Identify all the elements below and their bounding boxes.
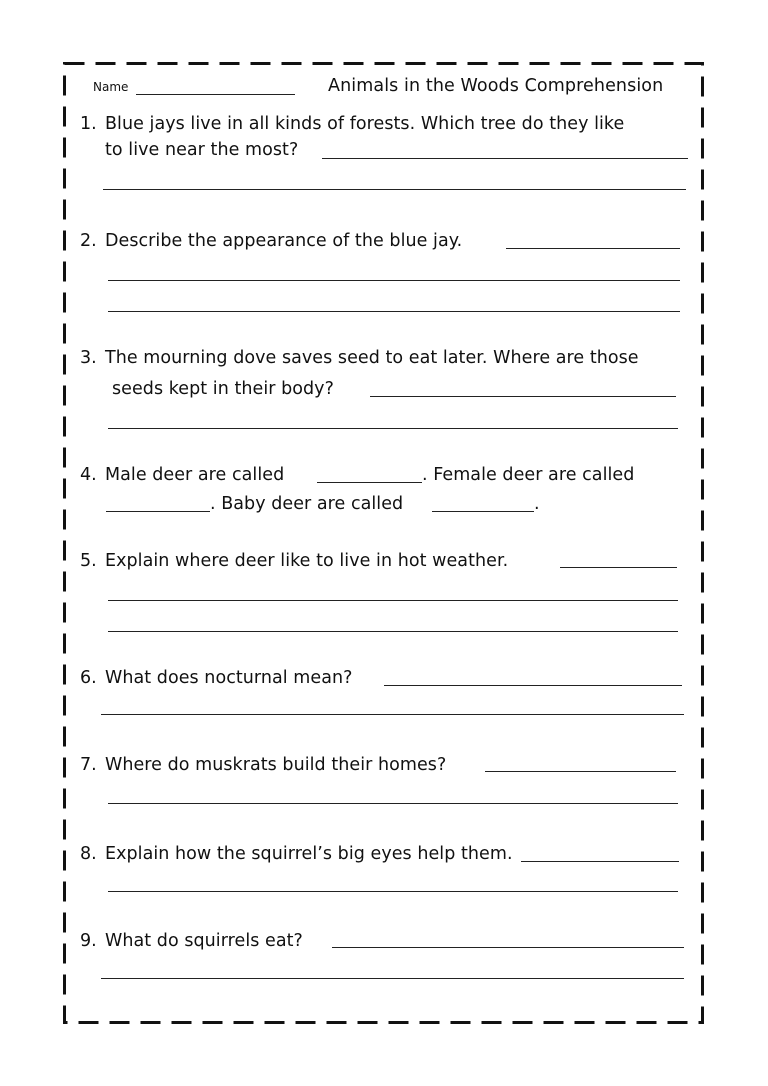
answer-line[interactable]: [108, 631, 678, 632]
question-text: Describe the appearance of the blue jay.: [105, 231, 463, 251]
question-text: Blue jays live in all kinds of forests. Which tree do they like: [105, 114, 625, 134]
answer-line[interactable]: [108, 891, 678, 892]
question-text: What does nocturnal mean?: [105, 668, 353, 688]
name-input-line[interactable]: [136, 94, 295, 95]
worksheet-title: Animals in the Woods Comprehension: [328, 76, 664, 96]
question-text: Explain how the squirrel’s big eyes help them.: [105, 844, 513, 864]
answer-line[interactable]: [101, 714, 684, 715]
question-text: .: [534, 494, 540, 514]
question-text: . Female deer are called: [422, 465, 635, 485]
question-text: The mourning dove saves seed to eat later. Where are those: [105, 348, 639, 368]
answer-line[interactable]: [560, 567, 677, 568]
answer-line[interactable]: [103, 189, 686, 190]
question-number: 9.: [80, 931, 97, 951]
answer-line[interactable]: [322, 158, 688, 159]
question-number: 3.: [80, 348, 97, 368]
question-text: . Baby deer are called: [210, 494, 404, 514]
question-text: Explain where deer like to live in hot weather.: [105, 551, 509, 571]
question-number: 4.: [80, 465, 97, 485]
answer-line[interactable]: [332, 947, 684, 948]
answer-line[interactable]: [370, 396, 676, 397]
answer-line[interactable]: [108, 428, 678, 429]
answer-line[interactable]: [506, 248, 680, 249]
question-text: seeds kept in their body?: [112, 379, 334, 399]
question-number: 6.: [80, 668, 97, 688]
question-text: to live near the most?: [105, 140, 299, 160]
dashed-border: [63, 62, 704, 1024]
answer-line[interactable]: [108, 600, 678, 601]
answer-line[interactable]: [485, 771, 676, 772]
answer-line-male-deer[interactable]: [317, 482, 422, 483]
answer-line[interactable]: [384, 685, 682, 686]
answer-line[interactable]: [521, 861, 679, 862]
question-number: 7.: [80, 755, 97, 775]
answer-line[interactable]: [108, 280, 680, 281]
answer-line-baby-deer[interactable]: [432, 511, 534, 512]
answer-line[interactable]: [101, 978, 684, 979]
answer-line[interactable]: [108, 803, 678, 804]
question-number: 8.: [80, 844, 97, 864]
name-label: Name: [93, 80, 129, 94]
question-number: 2.: [80, 231, 97, 251]
question-text: Where do muskrats build their homes?: [105, 755, 447, 775]
question-text: What do squirrels eat?: [105, 931, 303, 951]
question-number: 1.: [80, 114, 97, 134]
question-number: 5.: [80, 551, 97, 571]
question-text: Male deer are called: [105, 465, 285, 485]
answer-line-female-deer[interactable]: [106, 511, 210, 512]
answer-line[interactable]: [108, 311, 680, 312]
